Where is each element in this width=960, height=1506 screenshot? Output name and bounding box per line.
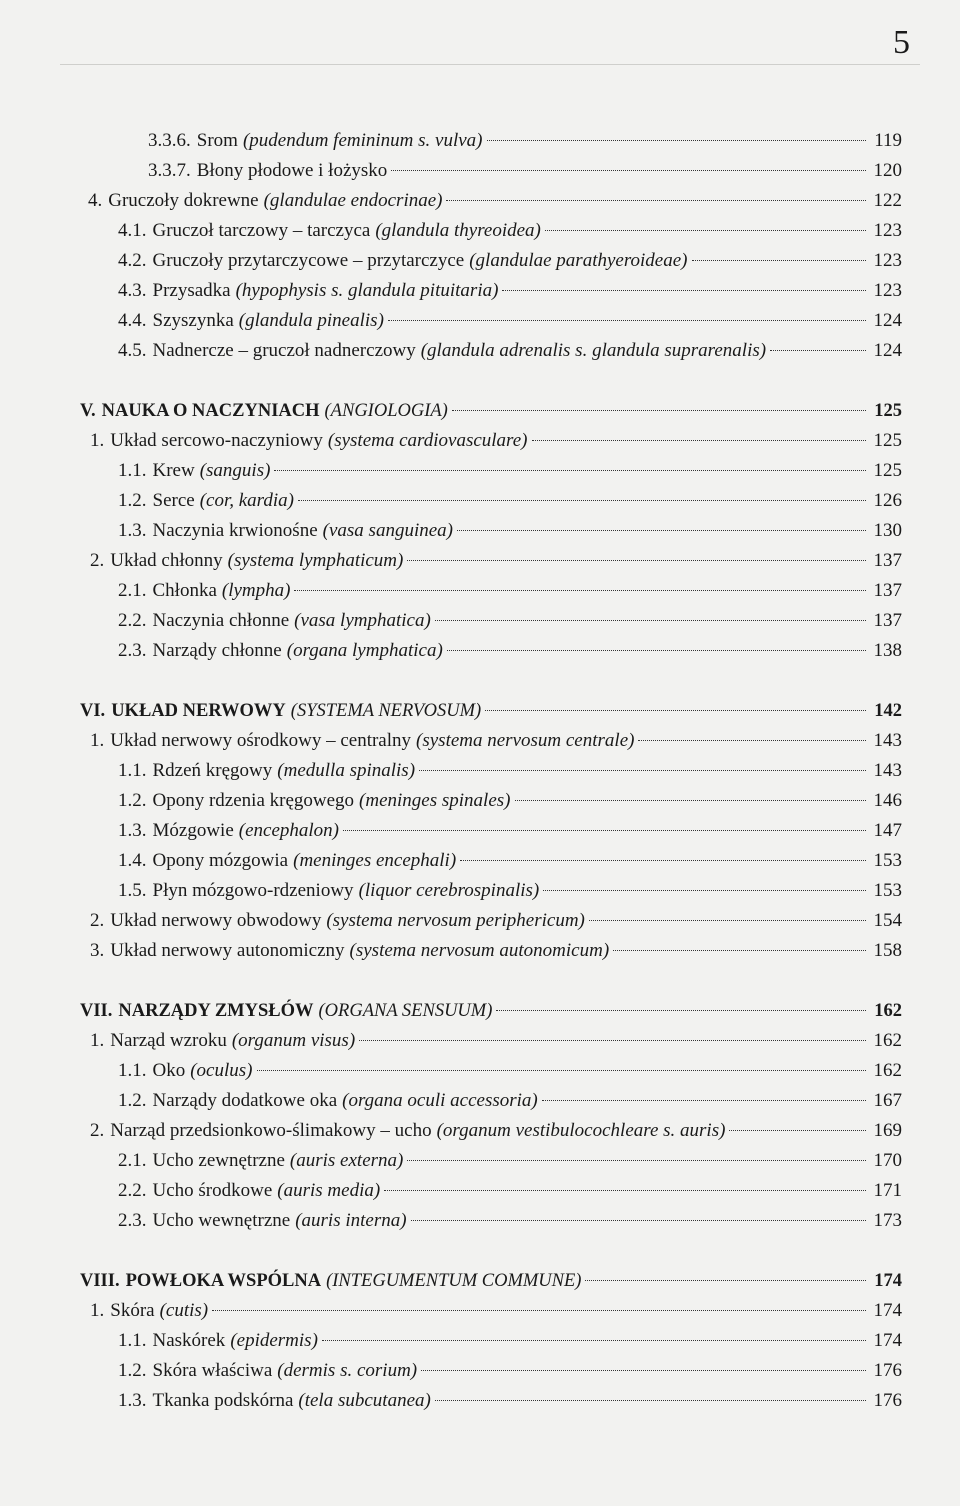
entry-latin-name: (meninges encephali) [293, 850, 457, 871]
entry-title: Ucho zewnętrzne [152, 1150, 285, 1171]
toc-entry [118, 1206, 902, 1236]
entry-page-number: 126 [873, 490, 902, 511]
entry-latin-name: (dermis s. corium) [277, 1360, 418, 1381]
entry-title: Narządy dodatkowe oka [152, 1090, 338, 1111]
entry-latin-name: (cor, kardia) [199, 490, 294, 511]
dot-leader [391, 170, 866, 171]
dot-leader [729, 1130, 866, 1131]
entry-number: 4.5. [118, 340, 147, 361]
entry-number: 1.1. [118, 760, 147, 781]
entry-title: Układ nerwowy obwodowy [110, 910, 322, 931]
entry-latin-name: (auris interna) [295, 1210, 407, 1231]
entry-title: Naczynia chłonne [152, 610, 290, 631]
entry-title: Ucho środkowe [152, 1180, 273, 1201]
entry-number: 1. [90, 730, 105, 751]
entry-latin-name: (glandula adrenalis s. glandula suprarenalis) [420, 340, 767, 361]
entry-number: 4.4. [118, 310, 147, 331]
entry-latin-name: (glandulae parathyeroideae) [469, 250, 688, 271]
dot-leader [257, 1070, 867, 1071]
dot-leader [496, 1010, 866, 1011]
dot-leader [384, 1190, 866, 1191]
entry-latin-name: (pudendum femininum s. vulva) [242, 130, 483, 151]
entry-latin-name: (systema nervosum periphericum) [326, 910, 585, 931]
entry-latin-name: (SYSTEMA NERVOSUM) [290, 701, 482, 721]
dot-leader [446, 200, 866, 201]
toc-entry [90, 1116, 902, 1146]
dot-leader [487, 140, 867, 141]
entry-latin-name: (hypophysis s. glandula pituitaria) [235, 280, 499, 301]
toc-entry [118, 276, 902, 306]
toc-entry [118, 756, 902, 786]
entry-page-number: 130 [873, 520, 902, 541]
toc-entry [90, 1026, 902, 1056]
dot-leader [388, 320, 866, 321]
entry-page-number: 120 [873, 160, 902, 181]
entry-number: 4.2. [118, 250, 147, 271]
entry-page-number: 137 [873, 580, 902, 601]
entry-latin-name: (cutis) [159, 1300, 209, 1321]
toc-section-heading [80, 996, 902, 1026]
dot-leader [770, 350, 866, 351]
entry-page-number: 162 [873, 1060, 902, 1081]
entry-number: V. [80, 401, 96, 421]
entry-number: 2. [90, 1120, 105, 1141]
toc-entry [118, 1146, 902, 1176]
toc-entry [118, 1086, 902, 1116]
dot-leader [298, 500, 866, 501]
entry-title: Układ nerwowy autonomiczny [110, 940, 345, 961]
entry-page-number: 125 [873, 460, 902, 481]
entry-title: Gruczoły dokrewne [108, 190, 259, 211]
entry-number: 1. [90, 1030, 105, 1051]
entry-title: NAUKA O NACZYNIACH [101, 401, 320, 421]
dot-leader [542, 1100, 866, 1101]
dot-leader [274, 470, 866, 471]
entry-page-number: 154 [873, 910, 902, 931]
entry-page-number: 173 [873, 1210, 902, 1231]
toc-entry [118, 1356, 902, 1386]
entry-latin-name: (encephalon) [238, 820, 339, 841]
entry-title: Nadnercze – gruczoł nadnerczowy [152, 340, 416, 361]
entry-page-number: 137 [873, 550, 902, 571]
dot-leader [294, 590, 866, 591]
dot-leader [421, 1370, 866, 1371]
entry-latin-name: (auris media) [277, 1180, 381, 1201]
toc-entry [90, 1296, 902, 1326]
toc-entry [118, 336, 902, 366]
dot-leader [502, 290, 866, 291]
entry-latin-name: (organa lymphatica) [286, 640, 443, 661]
dot-leader [613, 950, 866, 951]
entry-number: 4.1. [118, 220, 147, 241]
entry-title: Opony rdzenia kręgowego [152, 790, 355, 811]
entry-page-number: 138 [873, 640, 902, 661]
toc-entry [118, 1386, 902, 1416]
dot-leader [457, 530, 866, 531]
toc-entry [118, 306, 902, 336]
toc-entry [90, 726, 902, 756]
entry-title: Narządy chłonne [152, 640, 282, 661]
entry-number: 2.1. [118, 580, 147, 601]
dot-leader [359, 1040, 866, 1041]
entry-number: 1.4. [118, 850, 147, 871]
entry-page-number: 119 [874, 130, 902, 151]
toc-entry [90, 546, 902, 576]
entry-page-number: 174 [873, 1300, 902, 1321]
entry-latin-name: (oculus) [190, 1060, 253, 1081]
dot-leader [692, 260, 866, 261]
entry-number: 3.3.7. [148, 160, 191, 181]
entry-latin-name: (ORGANA SENSUUM) [318, 1001, 493, 1021]
entry-page-number: 123 [873, 220, 902, 241]
entry-number: 2.3. [118, 1210, 147, 1231]
entry-latin-name: (glandula thyreoidea) [375, 220, 541, 241]
dot-leader [543, 890, 866, 891]
entry-title: Układ sercowo-naczyniowy [110, 430, 323, 451]
dot-leader [447, 650, 866, 651]
toc-entry [118, 1056, 902, 1086]
entry-latin-name: (tela subcutanea) [298, 1390, 431, 1411]
entry-number: 2. [90, 910, 105, 931]
entry-latin-name: (vasa sanguinea) [322, 520, 453, 541]
toc-section-heading [80, 1266, 902, 1296]
entry-page-number: 124 [873, 310, 902, 331]
entry-title: Ucho wewnętrzne [152, 1210, 291, 1231]
entry-number: 1. [90, 1300, 105, 1321]
toc-entry [118, 486, 902, 516]
entry-page-number: 162 [874, 1001, 902, 1021]
entry-title: Naczynia krwionośne [152, 520, 318, 541]
dot-leader [532, 440, 867, 441]
entry-title: Mózgowie [152, 820, 234, 841]
entry-number: 4. [88, 190, 103, 211]
entry-number: 1.2. [118, 490, 147, 511]
toc-entry [148, 156, 902, 186]
entry-title: Błony płodowe i łożysko [196, 160, 388, 181]
entry-page-number: 147 [873, 820, 902, 841]
toc-entry [118, 876, 902, 906]
toc-entry [118, 816, 902, 846]
entry-latin-name: (lympha) [221, 580, 291, 601]
entry-number: 1. [90, 430, 105, 451]
entry-latin-name: (meninges spinales) [359, 790, 511, 811]
entry-page-number: 169 [873, 1120, 902, 1141]
entry-page-number: 123 [873, 280, 902, 301]
entry-number: 1.3. [118, 1390, 147, 1411]
toc-entry [148, 126, 902, 156]
entry-latin-name: (organum visus) [231, 1030, 356, 1051]
dot-leader [435, 1400, 866, 1401]
entry-latin-name: (liquor cerebrospinalis) [358, 880, 540, 901]
entry-number: VII. [80, 1001, 113, 1021]
entry-number: 1.5. [118, 880, 147, 901]
entry-title: Szyszynka [152, 310, 234, 331]
entry-page-number: 167 [873, 1090, 902, 1111]
entry-number: 1.1. [118, 460, 147, 481]
toc-entry [118, 846, 902, 876]
toc-entry [118, 786, 902, 816]
dot-leader [452, 410, 866, 411]
dot-leader [545, 230, 866, 231]
toc-entry [90, 906, 902, 936]
entry-title: UKŁAD NERWOWY [111, 701, 286, 721]
entry-number: 2. [90, 550, 105, 571]
entry-latin-name: (systema lymphaticum) [227, 550, 404, 571]
entry-number: 2.1. [118, 1150, 147, 1171]
entry-number: 2.2. [118, 1180, 147, 1201]
entry-number: 1.2. [118, 1090, 147, 1111]
entry-page-number: 146 [873, 790, 902, 811]
entry-title: Narząd przedsionkowo-ślimakowy – ucho [110, 1120, 432, 1141]
dot-leader [585, 1280, 866, 1281]
entry-title: Gruczoł tarczowy – tarczyca [152, 220, 371, 241]
entry-latin-name: (systema nervosum centrale) [416, 730, 635, 751]
entry-page-number: 125 [873, 430, 902, 451]
entry-number: 3.3.6. [148, 130, 191, 151]
entry-title: Układ chłonny [110, 550, 223, 571]
entry-title: Skóra [110, 1300, 155, 1321]
entry-title: Serce [152, 490, 195, 511]
entry-latin-name: (vasa lymphatica) [294, 610, 431, 631]
entry-title: Naskórek [152, 1330, 226, 1351]
entry-number: 1.1. [118, 1060, 147, 1081]
dot-leader [407, 1160, 866, 1161]
toc-section-heading [80, 396, 902, 426]
entry-title: Krew [152, 460, 195, 481]
entry-number: 1.3. [118, 820, 147, 841]
entry-latin-name: (sanguis) [199, 460, 271, 481]
dot-leader [460, 860, 866, 861]
toc-entry [118, 456, 902, 486]
entry-number: 1.3. [118, 520, 147, 541]
entry-page-number: 125 [874, 401, 902, 421]
toc-entry [118, 216, 902, 246]
entry-title: Narząd wzroku [110, 1030, 227, 1051]
entry-page-number: 142 [874, 701, 902, 721]
dot-leader [419, 770, 866, 771]
dot-leader [435, 620, 866, 621]
entry-number: VIII. [80, 1271, 120, 1291]
entry-number: 1.2. [118, 790, 147, 811]
entry-latin-name: (medulla spinalis) [277, 760, 416, 781]
entry-page-number: 137 [873, 610, 902, 631]
entry-page-number: 162 [873, 1030, 902, 1051]
entry-latin-name: (INTEGUMENTUM COMMUNE) [326, 1271, 582, 1291]
dot-leader [322, 1340, 866, 1341]
entry-title: Chłonka [152, 580, 217, 601]
entry-title: NARZĄDY ZMYSŁÓW [118, 1001, 314, 1021]
entry-title: Przysadka [152, 280, 231, 301]
entry-latin-name: (systema cardiovasculare) [327, 430, 528, 451]
entry-latin-name: (organum vestibulocochleare s. auris) [436, 1120, 726, 1141]
entry-page-number: 158 [873, 940, 902, 961]
dot-leader [212, 1310, 866, 1311]
entry-page-number: 143 [873, 730, 902, 751]
entry-latin-name: (epidermis) [230, 1330, 318, 1351]
entry-page-number: 174 [874, 1271, 902, 1291]
entry-title: Rdzeń kręgowy [152, 760, 273, 781]
entry-latin-name: (auris externa) [289, 1150, 404, 1171]
entry-number: 4.3. [118, 280, 147, 301]
entry-latin-name: (organa oculi accessoria) [342, 1090, 538, 1111]
entry-latin-name: (glandulae endocrinae) [263, 190, 443, 211]
entry-number: 2.2. [118, 610, 147, 631]
toc-entry [118, 636, 902, 666]
toc-entry [118, 1176, 902, 1206]
toc-entry [118, 576, 902, 606]
entry-title: Opony mózgowia [152, 850, 289, 871]
entry-title: Płyn mózgowo-rdzeniowy [152, 880, 354, 901]
toc-entry [118, 606, 902, 636]
entry-latin-name: (ANGIOLOGIA) [324, 401, 448, 421]
dot-leader [638, 740, 866, 741]
entry-latin-name: (glandula pinealis) [238, 310, 384, 331]
entry-page-number: 170 [873, 1150, 902, 1171]
entry-title: Układ nerwowy ośrodkowy – centralny [110, 730, 412, 751]
entry-page-number: 176 [873, 1360, 902, 1381]
entry-number: 1.1. [118, 1330, 147, 1351]
entry-page-number: 122 [873, 190, 902, 211]
entry-page-number: 176 [873, 1390, 902, 1411]
entry-page-number: 174 [873, 1330, 902, 1351]
dot-leader [485, 710, 866, 711]
entry-title: Srom [196, 130, 238, 151]
entry-page-number: 171 [873, 1180, 902, 1201]
entry-number: 3. [90, 940, 105, 961]
entry-page-number: 153 [873, 880, 902, 901]
entry-title: Oko [152, 1060, 186, 1081]
toc-entry [90, 936, 902, 966]
entry-number: 2.3. [118, 640, 147, 661]
entry-number: 1.2. [118, 1360, 147, 1381]
dot-leader [407, 560, 866, 561]
dot-leader [343, 830, 866, 831]
entry-page-number: 124 [873, 340, 902, 361]
entry-title: Gruczoły przytarczycowe – przytarczyce [152, 250, 465, 271]
entry-page-number: 143 [873, 760, 902, 781]
toc-section-heading [80, 696, 902, 726]
entry-page-number: 123 [873, 250, 902, 271]
header-rule [60, 64, 920, 65]
toc-entry [118, 516, 902, 546]
toc-entry [118, 246, 902, 276]
entry-title: Tkanka podskórna [152, 1390, 294, 1411]
entry-title: POWŁOKA WSPÓLNA [125, 1271, 322, 1291]
toc-entry [118, 1326, 902, 1356]
entry-title: Skóra właściwa [152, 1360, 273, 1381]
page-number: 5 [893, 24, 910, 61]
entry-latin-name: (systema nervosum autonomicum) [349, 940, 610, 961]
entry-number: VI. [80, 701, 106, 721]
dot-leader [515, 800, 867, 801]
toc-entry [88, 186, 902, 216]
dot-leader [411, 1220, 866, 1221]
dot-leader [589, 920, 866, 921]
entry-page-number: 153 [873, 850, 902, 871]
toc-entry [90, 426, 902, 456]
